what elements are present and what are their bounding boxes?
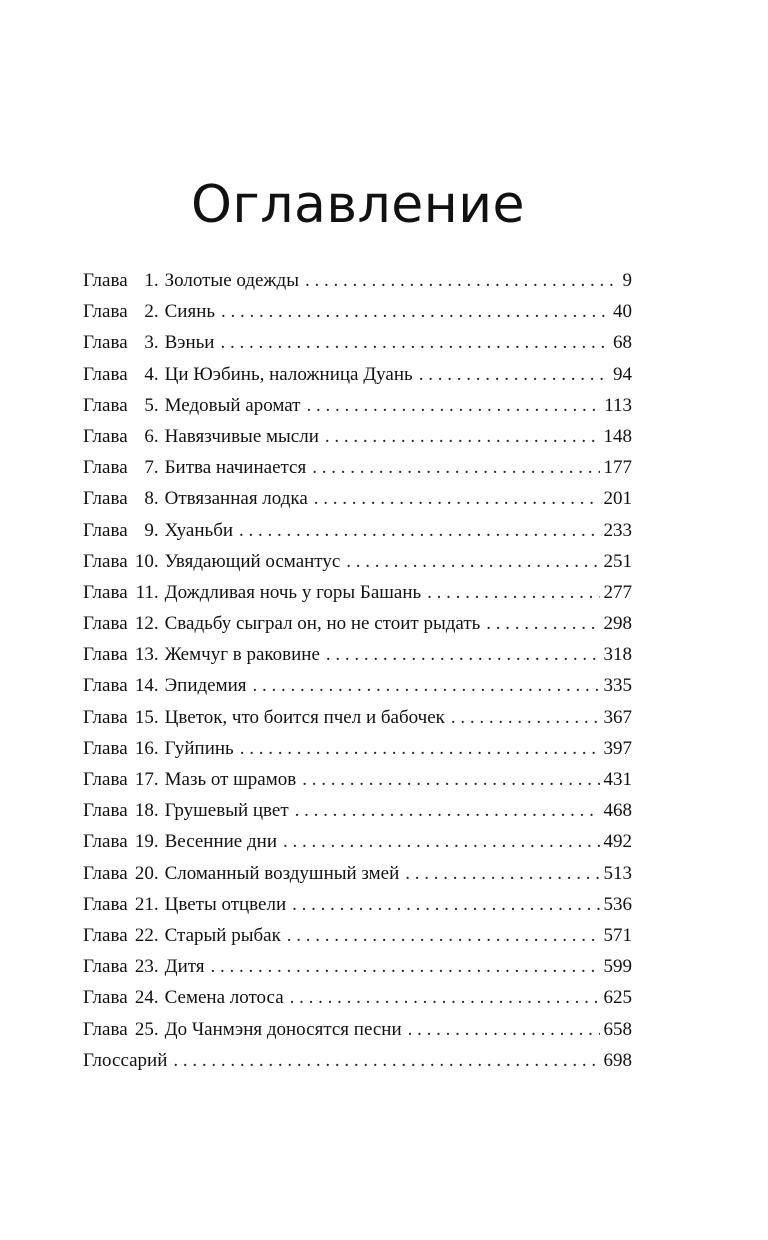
page-number: 335 (603, 675, 632, 697)
chapter-title: Глоссарий (83, 1049, 168, 1071)
dot-leader (408, 1014, 600, 1045)
toc-entry (83, 858, 632, 889)
dot-leader (427, 577, 599, 608)
page-number: 492 (603, 831, 632, 853)
page-number: 148 (603, 425, 632, 447)
toc-entry (83, 639, 632, 670)
table-of-contents (83, 265, 632, 1076)
chapter-number: 17. (134, 769, 159, 790)
chapter-label: Глава (83, 831, 128, 853)
dot-leader (239, 515, 599, 546)
chapter-title: Вэньи (164, 332, 215, 354)
page-number: 233 (603, 519, 632, 541)
page-number: 177 (603, 457, 632, 479)
toc-entry (83, 452, 632, 483)
chapter-label: Глава (83, 675, 128, 697)
chapter-label: Глава (83, 425, 128, 447)
chapter-label: Глава (83, 769, 128, 790)
page-number: 298 (603, 613, 632, 635)
toc-entry (83, 1045, 632, 1076)
chapter-title: Весенние дни (164, 831, 277, 853)
chapter-label: Глава (83, 394, 128, 416)
chapter-label: Глава (83, 550, 128, 572)
chapter-number: 21. (134, 893, 159, 915)
chapter-number: 14. (134, 675, 159, 697)
chapter-title: Сиянь (164, 301, 216, 323)
page-number: 397 (603, 737, 632, 759)
page-number: 513 (603, 862, 632, 884)
chapter-title: Семена лотоса (164, 987, 284, 1009)
page-number: 468 (603, 800, 632, 822)
toc-entry (83, 359, 632, 390)
toc-entry (83, 327, 632, 358)
chapter-number: 4. (144, 363, 159, 385)
page-number: 698 (603, 1049, 632, 1071)
page-number: 318 (603, 644, 632, 666)
dot-leader (305, 265, 619, 296)
chapter-number: 5. (144, 394, 159, 416)
chapter-title: Цветок, что боится пчел и бабочек (164, 706, 445, 728)
dot-leader (290, 982, 600, 1013)
chapter-label: Глава (83, 457, 128, 479)
chapter-number: 20. (134, 862, 159, 884)
chapter-title: Ци Юэбинь, наложница Дуань (164, 363, 413, 385)
chapter-label: Глава (83, 1018, 128, 1040)
chapter-number: 10. (134, 550, 159, 572)
dot-leader (486, 608, 599, 639)
chapter-label: Глава (83, 644, 128, 666)
chapter-number: 24. (134, 987, 159, 1009)
chapter-label: Глава (83, 581, 128, 603)
chapter-number: 18. (134, 800, 159, 822)
toc-entry (83, 670, 632, 701)
chapter-title: Золотые одежды (164, 270, 299, 291)
chapter-title: Грушевый цвет (164, 800, 289, 822)
toc-entry (83, 733, 632, 764)
chapter-number: 22. (134, 924, 159, 946)
chapter-title: Навязчивые мысли (164, 425, 319, 447)
chapter-title: Хуаньби (164, 519, 234, 541)
dot-leader (419, 359, 609, 390)
chapter-label: Глава (83, 706, 128, 728)
page-number: 9 (622, 270, 632, 291)
page-number: 431 (603, 769, 632, 790)
chapter-label: Глава (83, 800, 128, 822)
page-number: 68 (613, 332, 632, 354)
toc-entry (83, 483, 632, 514)
dot-leader (346, 546, 599, 577)
chapter-label: Глава (83, 332, 128, 354)
dot-leader (325, 421, 600, 452)
page-number: 536 (603, 893, 632, 915)
dot-leader (295, 795, 600, 826)
chapter-number: 23. (134, 956, 159, 978)
chapter-title: Гуйпинь (164, 737, 234, 759)
chapter-number: 12. (134, 613, 159, 635)
chapter-label: Глава (83, 956, 128, 978)
toc-entry (83, 920, 632, 951)
chapter-title: Жемчуг в раковине (164, 644, 320, 666)
chapter-number: 19. (134, 831, 159, 853)
chapter-number: 2. (144, 301, 159, 323)
toc-entry (83, 1014, 632, 1045)
dot-leader (240, 733, 600, 764)
toc-entry (83, 826, 632, 857)
dot-leader (312, 452, 599, 483)
chapter-title: Медовый аромат (164, 394, 301, 416)
page-number: 201 (603, 488, 632, 510)
page-title: Оглавление (190, 174, 525, 235)
chapter-number: 25. (134, 1018, 159, 1040)
chapter-label: Глава (83, 893, 128, 915)
page-number: 94 (613, 363, 632, 385)
dot-leader (306, 390, 600, 421)
chapter-title: Свадьбу сыграл он, но не стоит рыдать (164, 613, 481, 635)
chapter-title: Отвязанная лодка (164, 488, 308, 510)
chapter-label: Глава (83, 737, 128, 759)
dot-leader (314, 483, 600, 514)
chapter-label: Глава (83, 301, 128, 323)
chapter-title: Эпидемия (164, 675, 247, 697)
toc-entry (83, 982, 632, 1013)
chapter-label: Глава (83, 270, 128, 291)
toc-entry (83, 296, 632, 327)
chapter-number: 11. (135, 581, 159, 603)
chapter-title: До Чанмэня доносятся песни (164, 1018, 402, 1040)
page-number: 277 (603, 581, 632, 603)
chapter-label: Глава (83, 363, 128, 385)
chapter-number: 7. (144, 457, 159, 479)
dot-leader (283, 826, 600, 857)
chapter-label: Глава (83, 613, 128, 635)
page-number: 367 (603, 706, 632, 728)
chapter-number: 6. (144, 425, 159, 447)
chapter-number: 8. (144, 488, 159, 510)
page-number: 658 (603, 1018, 632, 1040)
toc-entry (83, 421, 632, 452)
chapter-title: Мазь от шрамов (164, 769, 297, 790)
dot-leader (253, 670, 600, 701)
toc-entry (83, 265, 632, 296)
chapter-label: Глава (83, 862, 128, 884)
dot-leader (173, 1045, 599, 1076)
toc-entry (83, 795, 632, 826)
toc-entry (83, 702, 632, 733)
chapter-title: Дитя (164, 956, 205, 978)
dot-leader (221, 296, 609, 327)
page-number: 625 (603, 987, 632, 1009)
toc-entry (83, 951, 632, 982)
chapter-label: Глава (83, 987, 128, 1009)
dot-leader (302, 764, 599, 795)
page-number: 571 (603, 924, 632, 946)
chapter-title: Дождливая ночь у горы Башань (164, 581, 422, 603)
toc-entry (83, 390, 632, 421)
chapter-number: 13. (134, 644, 159, 666)
toc-entry (83, 515, 632, 546)
toc-entry (83, 889, 632, 920)
chapter-label: Глава (83, 519, 128, 541)
dot-leader (287, 920, 600, 951)
chapter-number: 1. (144, 270, 159, 291)
dot-leader (451, 702, 600, 733)
chapter-label: Глава (83, 924, 128, 946)
dot-leader (405, 858, 599, 889)
chapter-title: Сломанный воздушный змей (164, 862, 400, 884)
toc-entry (83, 764, 632, 795)
chapter-number: 3. (144, 332, 159, 354)
chapter-number: 15. (134, 706, 159, 728)
chapter-title: Старый рыбак (164, 924, 281, 946)
chapter-title: Цветы отцвели (164, 893, 287, 915)
chapter-number: 16. (134, 737, 159, 759)
chapter-title: Увядающий османтус (164, 550, 341, 572)
chapter-title: Битва начинается (164, 457, 307, 479)
dot-leader (292, 889, 599, 920)
dot-leader (211, 951, 600, 982)
page-number: 599 (603, 956, 632, 978)
page-number: 251 (603, 550, 632, 572)
page-number: 113 (604, 394, 632, 416)
toc-entry (83, 577, 632, 608)
toc-entry (83, 546, 632, 577)
dot-leader (326, 639, 600, 670)
page-number: 40 (613, 301, 632, 323)
dot-leader (220, 327, 609, 358)
chapter-number: 9. (144, 519, 159, 541)
chapter-label: Глава (83, 488, 128, 510)
toc-entry (83, 608, 632, 639)
